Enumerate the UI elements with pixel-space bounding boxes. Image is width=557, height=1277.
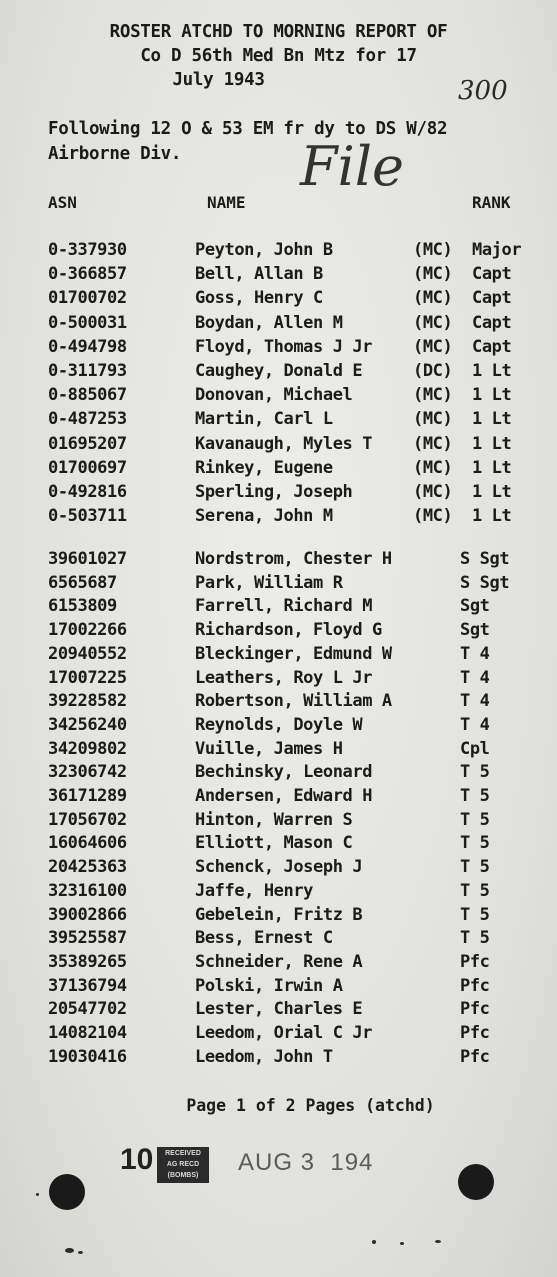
corps-cell: (MC) <box>413 457 453 478</box>
stamp-date: AUG 3 194 <box>238 1149 374 1176</box>
received-text-2: AG RECD <box>166 1161 200 1168</box>
name-cell: Gebelein, Fritz B <box>195 904 363 925</box>
rank-cell: Cpl <box>460 738 490 759</box>
rank-cell: T 5 <box>460 928 490 949</box>
roster-row <box>0 833 557 857</box>
column-header-asn: ASN <box>48 193 77 212</box>
corps-cell: (MC) <box>413 264 453 285</box>
asn-cell: 37136794 <box>48 975 127 996</box>
name-cell: Boydan, Allen M <box>195 312 343 333</box>
stamp-number: 10 <box>120 1143 154 1176</box>
handwritten-number: 300 <box>458 76 508 106</box>
roster-row <box>0 620 557 644</box>
name-cell: Robertson, William A <box>195 691 392 712</box>
name-cell: Andersen, Edward H <box>195 786 373 806</box>
roster-row <box>0 928 557 952</box>
corps-cell: (MC) <box>413 409 453 430</box>
rank-cell: Sgt <box>460 620 490 641</box>
rank-cell: T 5 <box>460 880 490 901</box>
roster-row <box>0 762 557 786</box>
name-cell: Bleckinger, Edmund W <box>195 643 392 664</box>
corps-cell: (MC) <box>413 240 453 260</box>
name-cell: Bechinsky, Leonard <box>195 762 373 783</box>
asn-cell: 32316100 <box>48 880 127 901</box>
roster-row <box>0 739 557 763</box>
corps-cell: (MC) <box>413 433 453 454</box>
roster-row <box>0 976 557 1000</box>
rank-cell: Capt <box>472 312 512 333</box>
rank-cell: Major <box>472 240 522 260</box>
rank-cell: 1 Lt <box>472 385 512 406</box>
received-text-1: RECEIVED <box>165 1150 201 1157</box>
name-cell: Floyd, Thomas J Jr <box>195 336 373 357</box>
rank-cell: 1 Lt <box>472 409 512 430</box>
roster-row <box>0 999 557 1023</box>
name-cell: Sperling, Joseph <box>195 482 353 502</box>
name-cell: Rinkey, Eugene <box>195 457 333 478</box>
name-cell: Leedom, Orial C Jr <box>195 1023 373 1043</box>
rank-cell: T 5 <box>460 786 490 806</box>
name-cell: Donovan, Michael <box>195 385 353 406</box>
roster-row <box>0 596 557 620</box>
asn-cell: 17002266 <box>48 620 127 641</box>
name-cell: Martin, Carl L <box>195 409 333 430</box>
asn-cell: 19030416 <box>48 1046 127 1067</box>
asn-cell: 0-500031 <box>48 312 127 333</box>
roster-row <box>0 434 557 458</box>
roster-row <box>0 458 557 482</box>
name-cell: Peyton, John B <box>195 240 333 260</box>
roster-row <box>0 409 557 433</box>
rank-cell: S Sgt <box>460 549 510 569</box>
roster-row <box>0 240 557 264</box>
rank-cell: T 5 <box>460 762 490 783</box>
rank-cell: 1 Lt <box>472 361 512 381</box>
roster-row <box>0 506 557 530</box>
asn-cell: 39601027 <box>48 549 127 569</box>
title-line-2: Co D 56th Med Bn Mtz for 17 <box>140 46 417 66</box>
roster-row <box>0 264 557 288</box>
asn-cell: 0-492816 <box>48 482 127 502</box>
asn-cell: 17007225 <box>48 667 127 688</box>
roster-row <box>0 337 557 361</box>
asn-cell: 0-494798 <box>48 336 127 357</box>
intro-line-2: Airborne Div. <box>48 144 182 164</box>
ink-speck <box>372 1240 376 1244</box>
rank-cell: Sgt <box>460 596 490 617</box>
asn-cell: 32306742 <box>48 762 127 783</box>
roster-row <box>0 573 557 597</box>
roster-row <box>0 549 557 573</box>
roster-row <box>0 857 557 881</box>
rank-cell: T 5 <box>460 904 490 925</box>
rank-cell: Capt <box>472 336 512 357</box>
asn-cell: 36171289 <box>48 786 127 806</box>
roster-row <box>0 482 557 506</box>
ink-speck <box>435 1240 441 1243</box>
corps-cell: (MC) <box>413 336 453 357</box>
handwritten-file-annotation: File <box>300 135 404 198</box>
roster-row <box>0 288 557 312</box>
rank-cell: Pfc <box>460 1046 490 1067</box>
roster-row <box>0 668 557 692</box>
roster-row <box>0 810 557 834</box>
rank-cell: S Sgt <box>460 572 510 593</box>
title-line-3: July 1943 <box>172 70 265 90</box>
roster-row <box>0 385 557 409</box>
asn-cell: 6153809 <box>48 596 117 617</box>
name-cell: Leedom, John T <box>195 1046 333 1067</box>
rank-cell: T 4 <box>460 643 490 664</box>
rank-cell: 1 Lt <box>472 457 512 478</box>
asn-cell: 35389265 <box>48 951 127 972</box>
roster-row <box>0 361 557 385</box>
name-cell: Schneider, Rene A <box>195 951 363 972</box>
rank-cell: Pfc <box>460 951 490 972</box>
rank-cell: T 5 <box>460 833 490 854</box>
rank-cell: Capt <box>472 288 512 309</box>
name-cell: Bell, Allan B <box>195 264 323 285</box>
ink-speck <box>400 1242 404 1245</box>
name-cell: Farrell, Richard M <box>195 596 373 617</box>
corps-cell: (DC) <box>413 361 453 381</box>
roster-row <box>0 644 557 668</box>
rank-cell: Pfc <box>460 975 490 996</box>
name-cell: Elliott, Mason C <box>195 833 353 854</box>
roster-row <box>0 952 557 976</box>
name-cell: Reynolds, Doyle W <box>195 714 363 735</box>
asn-cell: 6565687 <box>48 572 117 593</box>
punch-hole-left <box>49 1174 85 1210</box>
ink-speck <box>78 1251 83 1254</box>
roster-row <box>0 1023 557 1047</box>
roster-row <box>0 1047 557 1071</box>
name-cell: Serena, John M <box>195 506 333 527</box>
roster-row <box>0 881 557 905</box>
roster-row <box>0 313 557 337</box>
asn-cell: 17056702 <box>48 809 127 830</box>
asn-cell: 0-366857 <box>48 264 127 285</box>
asn-cell: 0-487253 <box>48 409 127 430</box>
title-line-1: ROSTER ATCHD TO MORNING REPORT OF <box>109 22 448 42</box>
asn-cell: 39525587 <box>48 928 127 949</box>
ink-speck <box>65 1248 74 1253</box>
rank-cell: T 4 <box>460 714 490 735</box>
asn-cell: 20425363 <box>48 857 127 878</box>
received-stamp <box>120 1143 380 1193</box>
name-cell: Goss, Henry C <box>195 288 323 309</box>
roster-row <box>0 715 557 739</box>
asn-cell: 0-503711 <box>48 506 127 527</box>
asn-cell: 01700697 <box>48 457 127 478</box>
column-header-name: NAME <box>207 193 246 212</box>
rank-cell: T 4 <box>460 667 490 688</box>
page-count: Page 1 of 2 Pages (atchd) <box>186 1096 435 1115</box>
received-box <box>157 1147 209 1183</box>
asn-cell: 14082104 <box>48 1023 127 1043</box>
roster-row <box>0 786 557 810</box>
asn-cell: 39228582 <box>48 691 127 712</box>
name-cell: Schenck, Joseph J <box>195 857 363 878</box>
ink-speck <box>36 1193 39 1196</box>
asn-cell: 01700702 <box>48 288 127 309</box>
column-header-rank: RANK <box>472 193 511 212</box>
rank-cell: Pfc <box>460 1023 490 1043</box>
rank-cell: T 4 <box>460 691 490 712</box>
name-cell: Kavanaugh, Myles T <box>195 433 373 454</box>
rank-cell: 1 Lt <box>472 433 512 454</box>
rank-cell: 1 Lt <box>472 506 512 527</box>
rank-cell: T 5 <box>460 809 490 830</box>
name-cell: Vuille, James H <box>195 738 343 759</box>
asn-cell: 0-337930 <box>48 240 127 260</box>
name-cell: Polski, Irwin A <box>195 975 343 996</box>
rank-cell: 1 Lt <box>472 482 512 502</box>
name-cell: Lester, Charles E <box>195 999 363 1020</box>
rank-cell: Pfc <box>460 999 490 1020</box>
corps-cell: (MC) <box>413 506 453 527</box>
corps-cell: (MC) <box>413 288 453 309</box>
asn-cell: 39002866 <box>48 904 127 925</box>
roster-row <box>0 691 557 715</box>
intro-line-1: Following 12 O & 53 EM fr dy to DS W/82 <box>48 119 448 139</box>
asn-cell: 16064606 <box>48 833 127 854</box>
asn-cell: 20547702 <box>48 999 127 1020</box>
rank-cell: Capt <box>472 264 512 285</box>
roster-row <box>0 905 557 929</box>
punch-hole-right <box>458 1164 494 1200</box>
name-cell: Caughey, Donald E <box>195 361 363 381</box>
name-cell: Leathers, Roy L Jr <box>195 667 373 688</box>
corps-cell: (MC) <box>413 482 453 502</box>
name-cell: Jaffe, Henry <box>195 880 314 901</box>
rank-cell: T 5 <box>460 857 490 878</box>
name-cell: Park, William R <box>195 572 343 593</box>
received-text-3: (BOMBS) <box>167 1172 199 1179</box>
name-cell: Richardson, Floyd G <box>195 620 382 641</box>
asn-cell: 01695207 <box>48 433 127 454</box>
asn-cell: 20940552 <box>48 643 127 664</box>
asn-cell: 34256240 <box>48 714 127 735</box>
corps-cell: (MC) <box>413 312 453 333</box>
name-cell: Hinton, Warren S <box>195 809 353 830</box>
name-cell: Bess, Ernest C <box>195 928 333 949</box>
corps-cell: (MC) <box>413 385 453 406</box>
asn-cell: 34209802 <box>48 738 127 759</box>
asn-cell: 0-885067 <box>48 385 127 406</box>
asn-cell: 0-311793 <box>48 361 127 381</box>
name-cell: Nordstrom, Chester H <box>195 549 392 569</box>
